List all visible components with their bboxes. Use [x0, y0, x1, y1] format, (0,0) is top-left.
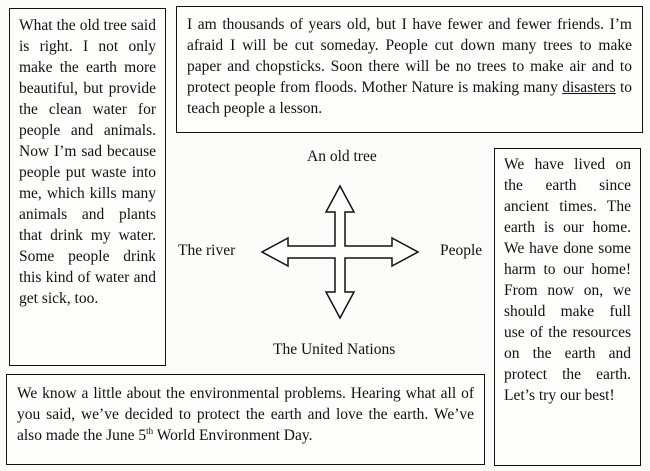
disasters-underlined-word: disasters [562, 79, 616, 96]
un-text: We know a little about the environmental problems. Hearing what all of you said, we’ve decided to protect the earth and love the earth. We’ve also made the June 5 [17, 385, 474, 444]
four-way-arrow-icon [258, 182, 422, 322]
un-text-end: World Environment Day. [153, 427, 313, 444]
label-people: People [440, 242, 483, 259]
four-way-arrow-shape [262, 186, 418, 318]
people-text: We have lived on the earth since ancient times. The earth is our home. We have done some harm to our home! From now on, we should make full use of the resources on the earth and protect the earth. Let’s try our best! [504, 156, 631, 404]
label-river: The river [178, 242, 236, 259]
un-text-superscript: th [146, 425, 154, 436]
river-speech-box [9, 8, 166, 366]
people-speech-box [494, 148, 641, 466]
old-tree-text-end: to teach people a lesson. [187, 79, 633, 117]
old-tree-speech-box [176, 6, 643, 133]
label-united-nations: The United Nations [273, 341, 396, 358]
united-nations-speech-box [6, 374, 485, 465]
label-old-tree: An old tree [307, 148, 377, 165]
river-text: What the old tree said is right. I not only make the earth more beautiful, but provide the clean water for people and animals. Now I’m sad because people put waste into me, which kills many animals and plants that drink my water. Some people drink this kind of water and get sick, too. [19, 17, 156, 307]
old-tree-text: I am thousands of years old, but I have fewer and fewer friends. I’m afraid I will be cut someday. People cut down many trees to make paper and chopsticks. Soon there will be no trees to make air and to protect people from floods. Mother Nature is making many [187, 16, 632, 96]
